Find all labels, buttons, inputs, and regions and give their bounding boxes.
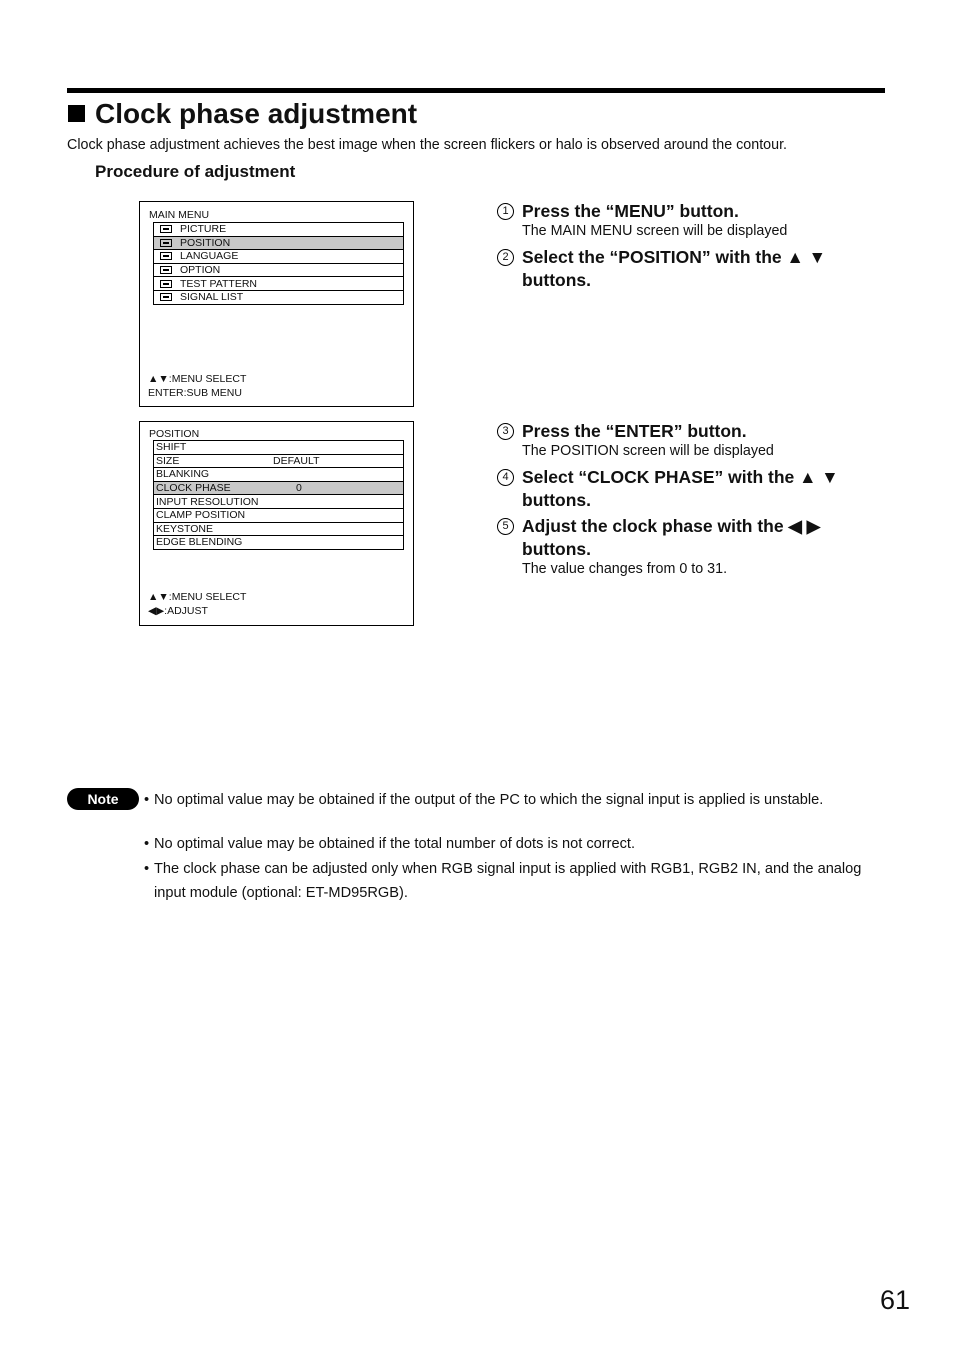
step-text: Press the “ENTER” button.	[522, 421, 747, 441]
step-number: 3	[497, 423, 514, 440]
note-item	[144, 833, 884, 856]
bullet-dot: •	[144, 792, 150, 808]
signal-list-icon	[160, 293, 172, 301]
menu-item-label: BLANKING	[154, 468, 404, 482]
main-menu-footer	[148, 373, 246, 400]
note-text: No optimal value may be obtained if the total number of dots is not correct.	[154, 836, 636, 852]
bullet-dot: •	[144, 836, 150, 852]
title-rule	[67, 88, 885, 93]
position-menu-title: POSITION	[149, 428, 200, 440]
step-2	[497, 246, 867, 292]
menu-item[interactable]	[154, 454, 404, 468]
step-number: 4	[497, 469, 514, 486]
menu-item-label: PICTURE	[180, 223, 227, 236]
page-number: 61	[880, 1285, 911, 1315]
step-1	[497, 200, 739, 223]
position-icon	[160, 239, 172, 247]
menu-item[interactable]	[154, 290, 404, 304]
step-1-note: The MAIN MENU screen will be displayed	[522, 223, 788, 239]
procedure-heading: Procedure of adjustment	[95, 162, 296, 181]
step-3	[497, 420, 747, 443]
menu-item[interactable]	[154, 277, 404, 291]
footer-line: ▲▼:MENU SELECT	[148, 591, 247, 603]
note-badge: Note	[67, 788, 139, 810]
note-item	[144, 857, 884, 905]
position-menu-list	[153, 440, 404, 550]
position-menu-footer	[148, 591, 246, 618]
menu-item-label: SHIFT	[154, 441, 404, 455]
step-text: Select “CLOCK PHASE” with the ▲ ▼ buttons.	[522, 467, 839, 510]
step-3-note: The POSITION screen will be displayed	[522, 443, 774, 459]
square-bullet-icon	[68, 105, 85, 122]
menu-item[interactable]	[154, 236, 404, 250]
step-number: 5	[497, 518, 514, 535]
step-text: Press the “MENU” button.	[522, 201, 739, 221]
menu-item-label: KEYSTONE	[154, 522, 404, 536]
step-text: Select the “POSITION” with the ▲ ▼ buttons.	[522, 247, 826, 290]
intro-text: Clock phase adjustment achieves the best image when the screen flickers or halo is observed around the contour.	[67, 137, 788, 153]
step-4	[497, 466, 882, 512]
step-number: 2	[497, 249, 514, 266]
note-text: No optimal value may be obtained if the output of the PC to which the signal input is applied is unstable.	[154, 792, 824, 808]
main-menu-screen	[139, 201, 414, 407]
main-menu-list	[153, 222, 404, 305]
bullet-dot: •	[144, 861, 150, 877]
footer-line: ENTER:SUB MENU	[148, 386, 242, 399]
menu-item-label: OPTION	[180, 264, 221, 277]
menu-item-label: TEST PATTERN	[180, 277, 258, 290]
step-text: Adjust the clock phase with the ◀ ▶ buttons.	[522, 516, 821, 559]
page-title-text: Clock phase adjustment	[95, 98, 418, 129]
step-5-note: The value changes from 0 to 31.	[522, 561, 728, 577]
menu-item[interactable]	[154, 250, 404, 264]
step-number: 1	[497, 203, 514, 220]
menu-item[interactable]	[154, 468, 404, 482]
test-pattern-icon	[160, 280, 172, 288]
footer-line: ▲▼:MENU SELECT	[148, 373, 247, 385]
main-menu-title: MAIN MENU	[149, 209, 210, 221]
menu-item[interactable]	[154, 508, 404, 522]
option-icon	[160, 266, 172, 274]
menu-item-label: INPUT RESOLUTION	[154, 495, 404, 509]
language-icon	[160, 252, 172, 260]
step-5	[497, 515, 872, 561]
picture-icon	[160, 225, 172, 233]
menu-item-label: CLOCK PHASE	[156, 482, 231, 495]
size-value: DEFAULT	[273, 454, 320, 467]
menu-item[interactable]	[154, 495, 404, 509]
menu-item[interactable]	[154, 223, 404, 237]
menu-item-label: EDGE BLENDING	[154, 536, 404, 550]
menu-item[interactable]	[154, 522, 404, 536]
menu-item-label: CLAMP POSITION	[154, 508, 404, 522]
page-title	[68, 98, 417, 130]
footer-line: ◀▶:ADJUST	[148, 604, 208, 617]
menu-item-label: POSITION	[180, 236, 231, 249]
note-item	[144, 790, 884, 810]
menu-item-label: SIGNAL LIST	[180, 291, 244, 304]
menu-item[interactable]	[154, 536, 404, 550]
menu-item[interactable]	[154, 441, 404, 455]
menu-item-label: LANGUAGE	[180, 250, 239, 263]
menu-item[interactable]	[154, 263, 404, 277]
position-menu-screen	[139, 421, 414, 626]
menu-item-label: SIZE	[156, 454, 180, 467]
menu-item[interactable]	[154, 481, 404, 495]
note-text: The clock phase can be adjusted only when RGB signal input is applied with RGB1, RGB2 IN, and the analog input module (optional: ET-MD95RGB).	[154, 861, 862, 901]
clock-phase-value: 0	[296, 482, 302, 495]
